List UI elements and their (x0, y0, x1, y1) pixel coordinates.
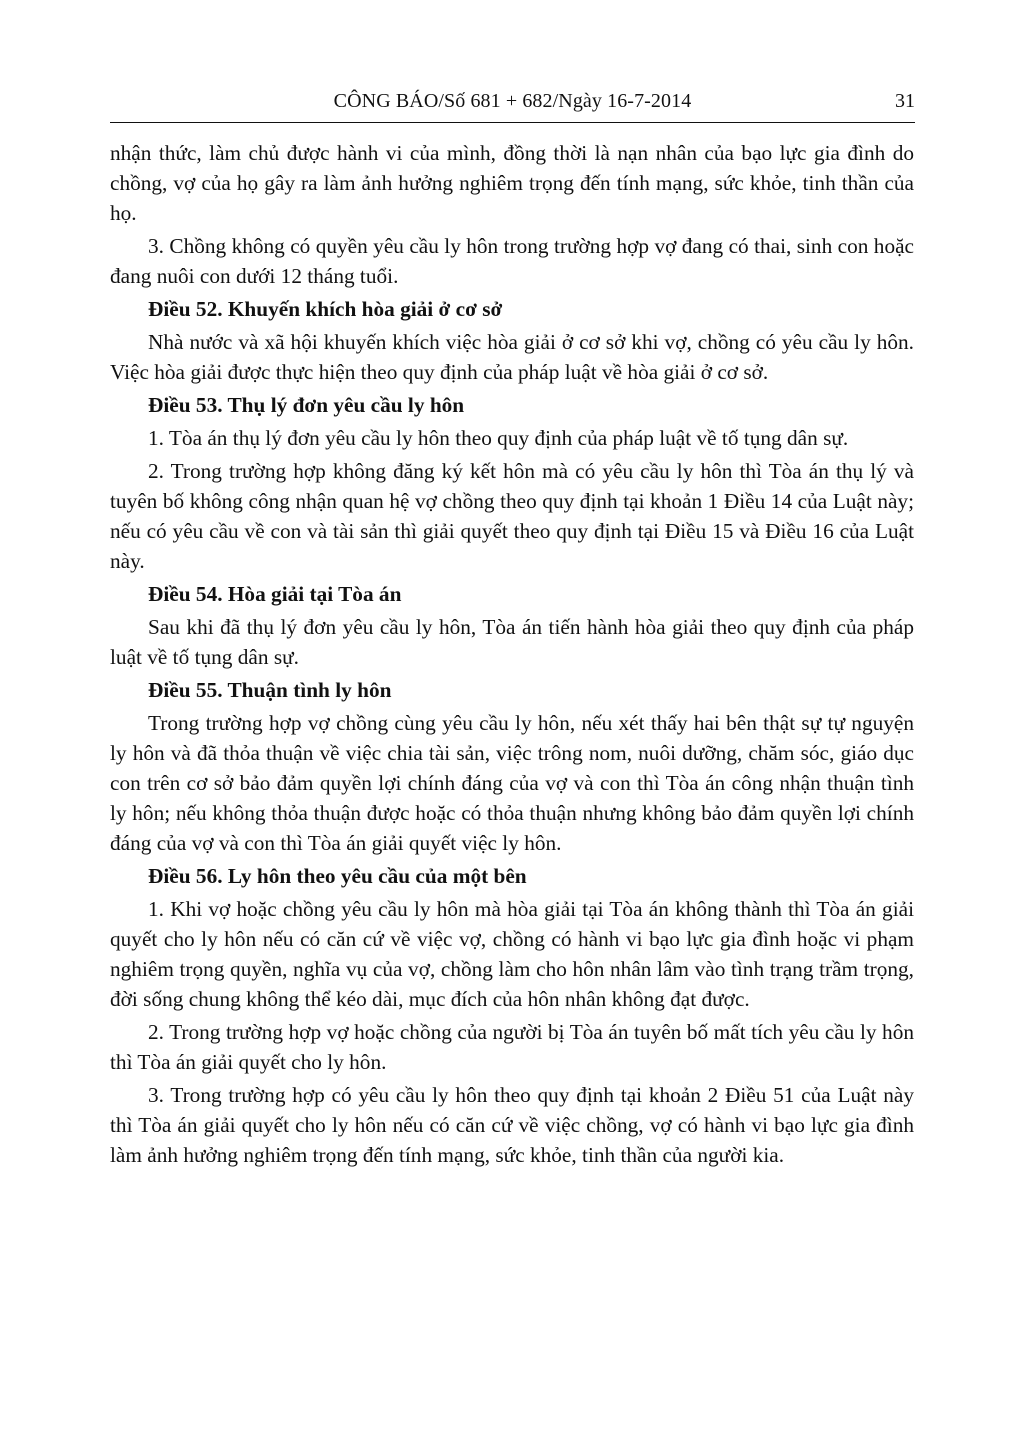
article-heading: Điều 53. Thụ lý đơn yêu cầu ly hôn (148, 393, 465, 417)
paragraph: Sau khi đã thụ lý đơn yêu cầu ly hôn, Tòa án tiến hành hòa giải theo quy định của pháp luật về tố tụng dân sự. (110, 615, 914, 669)
paragraph: 1. Khi vợ hoặc chồng yêu cầu ly hôn mà hòa giải tại Tòa án không thành thì Tòa án giải quyết cho ly hôn nếu có căn cứ về việc vợ, chồng có hành vi bạo lực gia đình hoặc vi phạm nghiêm trọng quyền, nghĩa vụ của vợ, chồng làm cho hôn nhân lâm vào tình trạng trầm trọng, đời sống chung không thể kéo dài, mục đích của hôn nhân không đạt được. (110, 897, 914, 1011)
paragraph: 1. Tòa án thụ lý đơn yêu cầu ly hôn theo quy định của pháp luật về tố tụng dân sự. (148, 426, 849, 450)
paragraph: 3. Trong trường hợp có yêu cầu ly hôn theo quy định tại khoản 2 Điều 51 của Luật này thì Tòa án giải quyết cho ly hôn nếu có căn cứ về việc chồng, vợ có hành vi bạo lực gia đình làm ảnh hưởng nghiêm trọng đến tính mạng, sức khỏe, tinh thần của người kia. (110, 1083, 914, 1167)
page-header (110, 86, 915, 118)
article-heading: Điều 56. Ly hôn theo yêu cầu của một bên (148, 864, 527, 888)
article-heading: Điều 52. Khuyến khích hòa giải ở cơ sở (148, 297, 503, 321)
paragraph: Nhà nước và xã hội khuyến khích việc hòa giải ở cơ sở khi vợ, chồng có yêu cầu ly hôn. Việc hòa giải được thực hiện theo quy định của pháp luật về hòa giải ở cơ sở. (110, 330, 914, 384)
paragraph: nhận thức, làm chủ được hành vi của mình, đồng thời là nạn nhân của bạo lực gia đình do chồng, vợ của họ gây ra làm ảnh hưởng nghiêm trọng đến tính mạng, sức khỏe, tinh thần của họ. (110, 141, 914, 225)
paragraph: 2. Trong trường hợp vợ hoặc chồng của người bị Tòa án tuyên bố mất tích yêu cầu ly hôn thì Tòa án giải quyết cho ly hôn. (110, 1020, 914, 1074)
article-heading: Điều 54. Hòa giải tại Tòa án (148, 582, 402, 606)
document-body (110, 138, 914, 1173)
paragraph: Trong trường hợp vợ chồng cùng yêu cầu ly hôn, nếu xét thấy hai bên thật sự tự nguyện ly hôn và đã thỏa thuận về việc chia tài sản, việc trông nom, nuôi dưỡng, chăm sóc, giáo dục con trên cơ sở bảo đảm quyền lợi chính đáng của vợ và con thì Tòa án công nhận thuận tình ly hôn; nếu không thỏa thuận được hoặc có thỏa thuận nhưng không bảo đảm quyền lợi chính đáng của vợ và con thì Tòa án giải quyết việc ly hôn. (110, 711, 914, 855)
paragraph: 3. Chồng không có quyền yêu cầu ly hôn trong trường hợp vợ đang có thai, sinh con hoặc đang nuôi con dưới 12 tháng tuổi. (110, 234, 914, 288)
article-heading: Điều 55. Thuận tình ly hôn (148, 678, 392, 702)
page-number: 31 (895, 90, 915, 112)
header-divider (110, 122, 915, 123)
paragraph: 2. Trong trường hợp không đăng ký kết hôn mà có yêu cầu ly hôn thì Tòa án thụ lý và tuyên bố không công nhận quan hệ vợ chồng theo quy định tại khoản 1 Điều 14 của Luật này; nếu có yêu cầu về con và tài sản thì giải quyết theo quy định tại Điều 15 và Điều 16 của Luật này. (110, 459, 914, 573)
header-title: CÔNG BÁO/Số 681 + 682/Ngày 16-7-2014 (333, 90, 692, 112)
